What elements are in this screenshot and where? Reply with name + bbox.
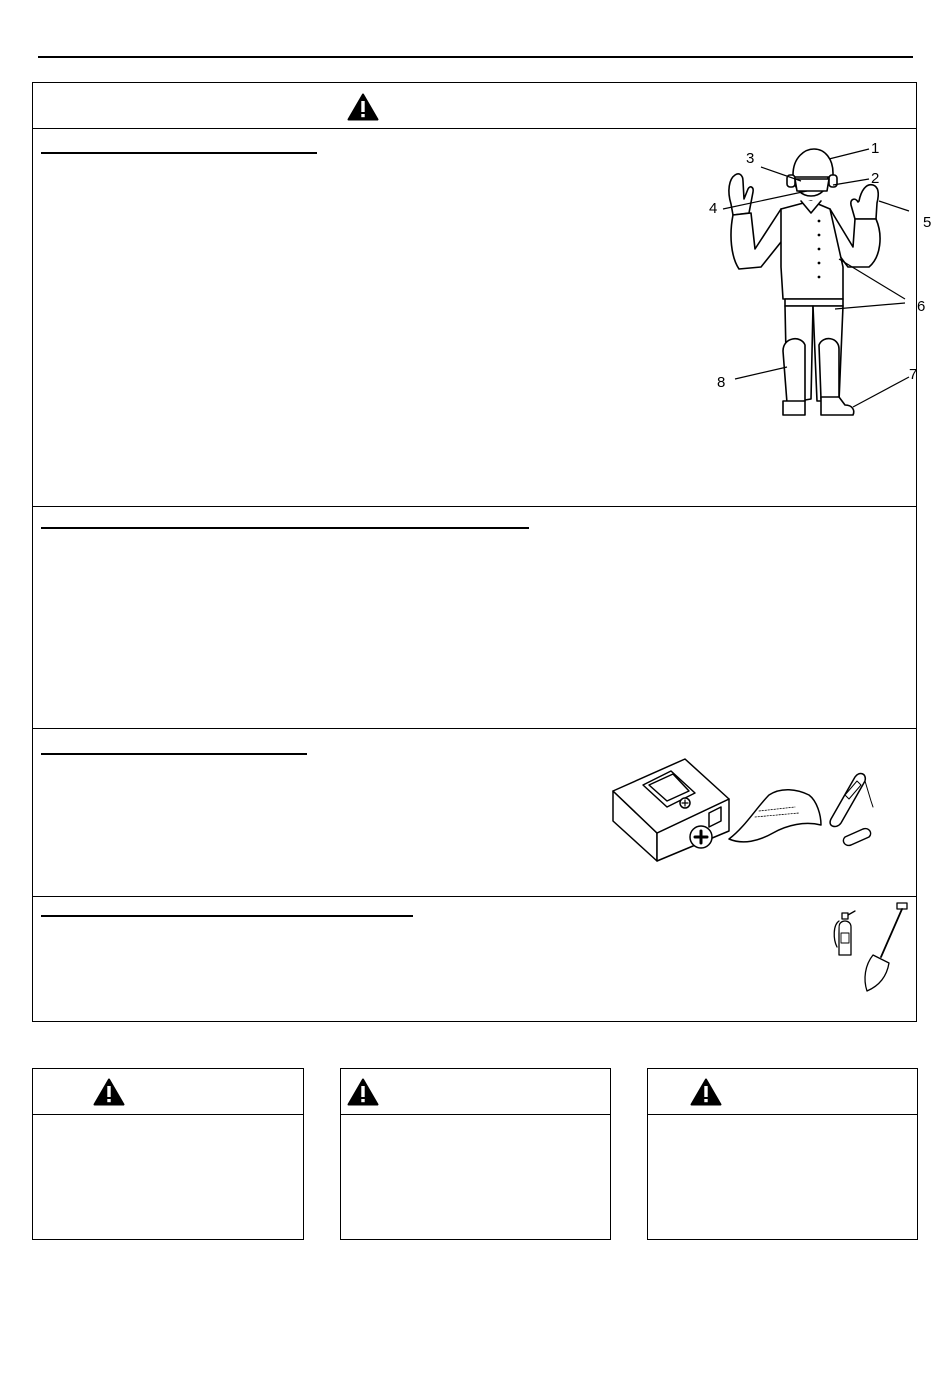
section-heading-underline <box>41 753 307 755</box>
warning-box-left <box>32 1068 304 1240</box>
warning-box-right <box>647 1068 918 1240</box>
warning-box-header <box>648 1069 917 1115</box>
section-general-precautions <box>33 507 916 729</box>
callout-8: 8 <box>717 374 726 391</box>
callout-1: 1 <box>871 140 880 157</box>
warning-triangle-icon <box>347 93 379 121</box>
section-protective-equipment <box>33 129 932 507</box>
left-glove <box>729 174 753 215</box>
main-warning-box <box>32 82 932 1022</box>
right-glove <box>851 185 878 219</box>
protective-gear-figure <box>673 139 932 429</box>
warning-box-header <box>33 83 916 129</box>
top-rule <box>38 56 913 58</box>
section-heading-underline <box>41 915 413 917</box>
section-first-aid <box>33 729 916 897</box>
first-aid-kit-icon <box>613 759 729 861</box>
section-fire-equipment <box>33 897 916 1023</box>
section-heading-underline <box>41 527 529 529</box>
warning-box-header <box>33 1069 303 1115</box>
fire-extinguisher-icon <box>834 911 855 955</box>
callout-5: 5 <box>923 214 932 231</box>
shovel-icon <box>865 903 907 991</box>
fire-equipment-figure <box>827 899 913 995</box>
warning-box-header <box>341 1069 610 1115</box>
safety-boot <box>821 397 854 415</box>
warning-triangle-icon <box>93 1078 125 1106</box>
callout-3: 3 <box>746 150 755 167</box>
callout-7: 7 <box>909 366 918 383</box>
warning-triangle-icon <box>347 1078 379 1106</box>
callout-4: 4 <box>709 200 718 217</box>
towel-icon <box>729 790 821 842</box>
whistle-icon <box>843 829 870 846</box>
mobile-phone-icon <box>830 774 873 827</box>
helmet <box>791 149 833 177</box>
warning-box-center <box>340 1068 611 1240</box>
first-aid-figure <box>609 741 899 863</box>
callout-2: 2 <box>871 170 880 187</box>
callout-6: 6 <box>917 298 926 315</box>
section-heading-underline <box>41 152 317 154</box>
warning-triangle-icon <box>690 1078 722 1106</box>
